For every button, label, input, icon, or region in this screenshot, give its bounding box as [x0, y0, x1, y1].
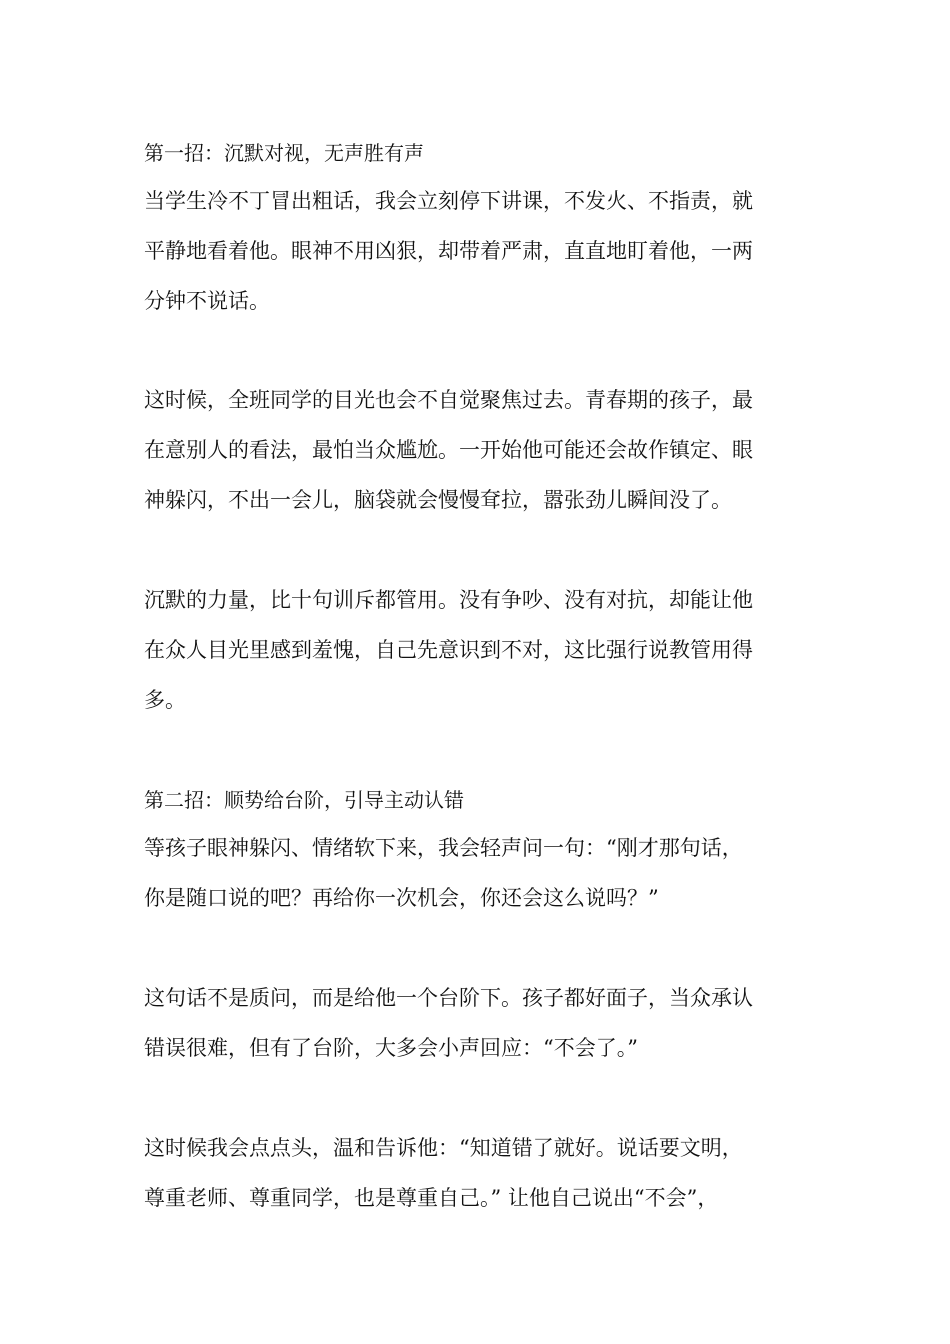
paragraph-line: 这句话不是质问，而是给他一个台阶下。孩子都好面子，当众承认: [144, 986, 753, 1010]
section-2-paragraph-3: [144, 1123, 814, 1223]
paragraph-line: 尊重老师、尊重同学，也是尊重自己。” 让他自己说出“不会”，: [144, 1186, 719, 1210]
paragraph-line: 这时候我会点点头，温和告诉他：“知道错了就好。说话要文明，: [144, 1136, 743, 1160]
paragraph-line: 分钟不说话。: [144, 289, 270, 313]
section-2-paragraph-2: [144, 973, 814, 1073]
paragraph-line: 在众人目光里感到羞愧，自己先意识到不对，这比强行说教管用得: [144, 638, 753, 662]
paragraph-line: 错误很难，但有了台阶，大多会小声回应：“不会了。”: [144, 1036, 638, 1060]
section-1-paragraph-2: [144, 375, 814, 525]
heading-text: 第二招：顺势给台阶，引导主动认错: [144, 788, 464, 812]
paragraph-line: 在意别人的看法，最怕当众尴尬。一开始他可能还会故作镇定、眼: [144, 438, 753, 462]
section-2-heading: [144, 785, 814, 815]
paragraph-line: 沉默的力量，比十句训斥都管用。没有争吵、没有对抗，却能让他: [144, 588, 753, 612]
paragraph-line: 神躲闪，不出一会儿，脑袋就会慢慢耷拉，嚣张劲儿瞬间没了。: [144, 488, 732, 512]
paragraph-line: 你是随口说的吧？再给你一次机会，你还会这么说吗？”: [144, 886, 659, 910]
section-1-heading: [144, 138, 814, 168]
section-1-paragraph-1: [144, 176, 814, 326]
section-1-paragraph-3: [144, 575, 814, 725]
paragraph-line: 等孩子眼神躲闪、情绪软下来，我会轻声问一句：“刚才那句话，: [144, 836, 743, 860]
section-2-paragraph-1: [144, 823, 814, 923]
heading-text: 第一招：沉默对视，无声胜有声: [144, 141, 424, 165]
paragraph-line: 多。: [144, 688, 186, 712]
paragraph-line: 这时候，全班同学的目光也会不自觉聚焦过去。青春期的孩子，最: [144, 388, 753, 412]
paragraph-line: 平静地看着他。眼神不用凶狠，却带着严肃，直直地盯着他，一两: [144, 239, 753, 263]
paragraph-line: 当学生冷不丁冒出粗话，我会立刻停下讲课，不发火、不指责，就: [144, 189, 753, 213]
